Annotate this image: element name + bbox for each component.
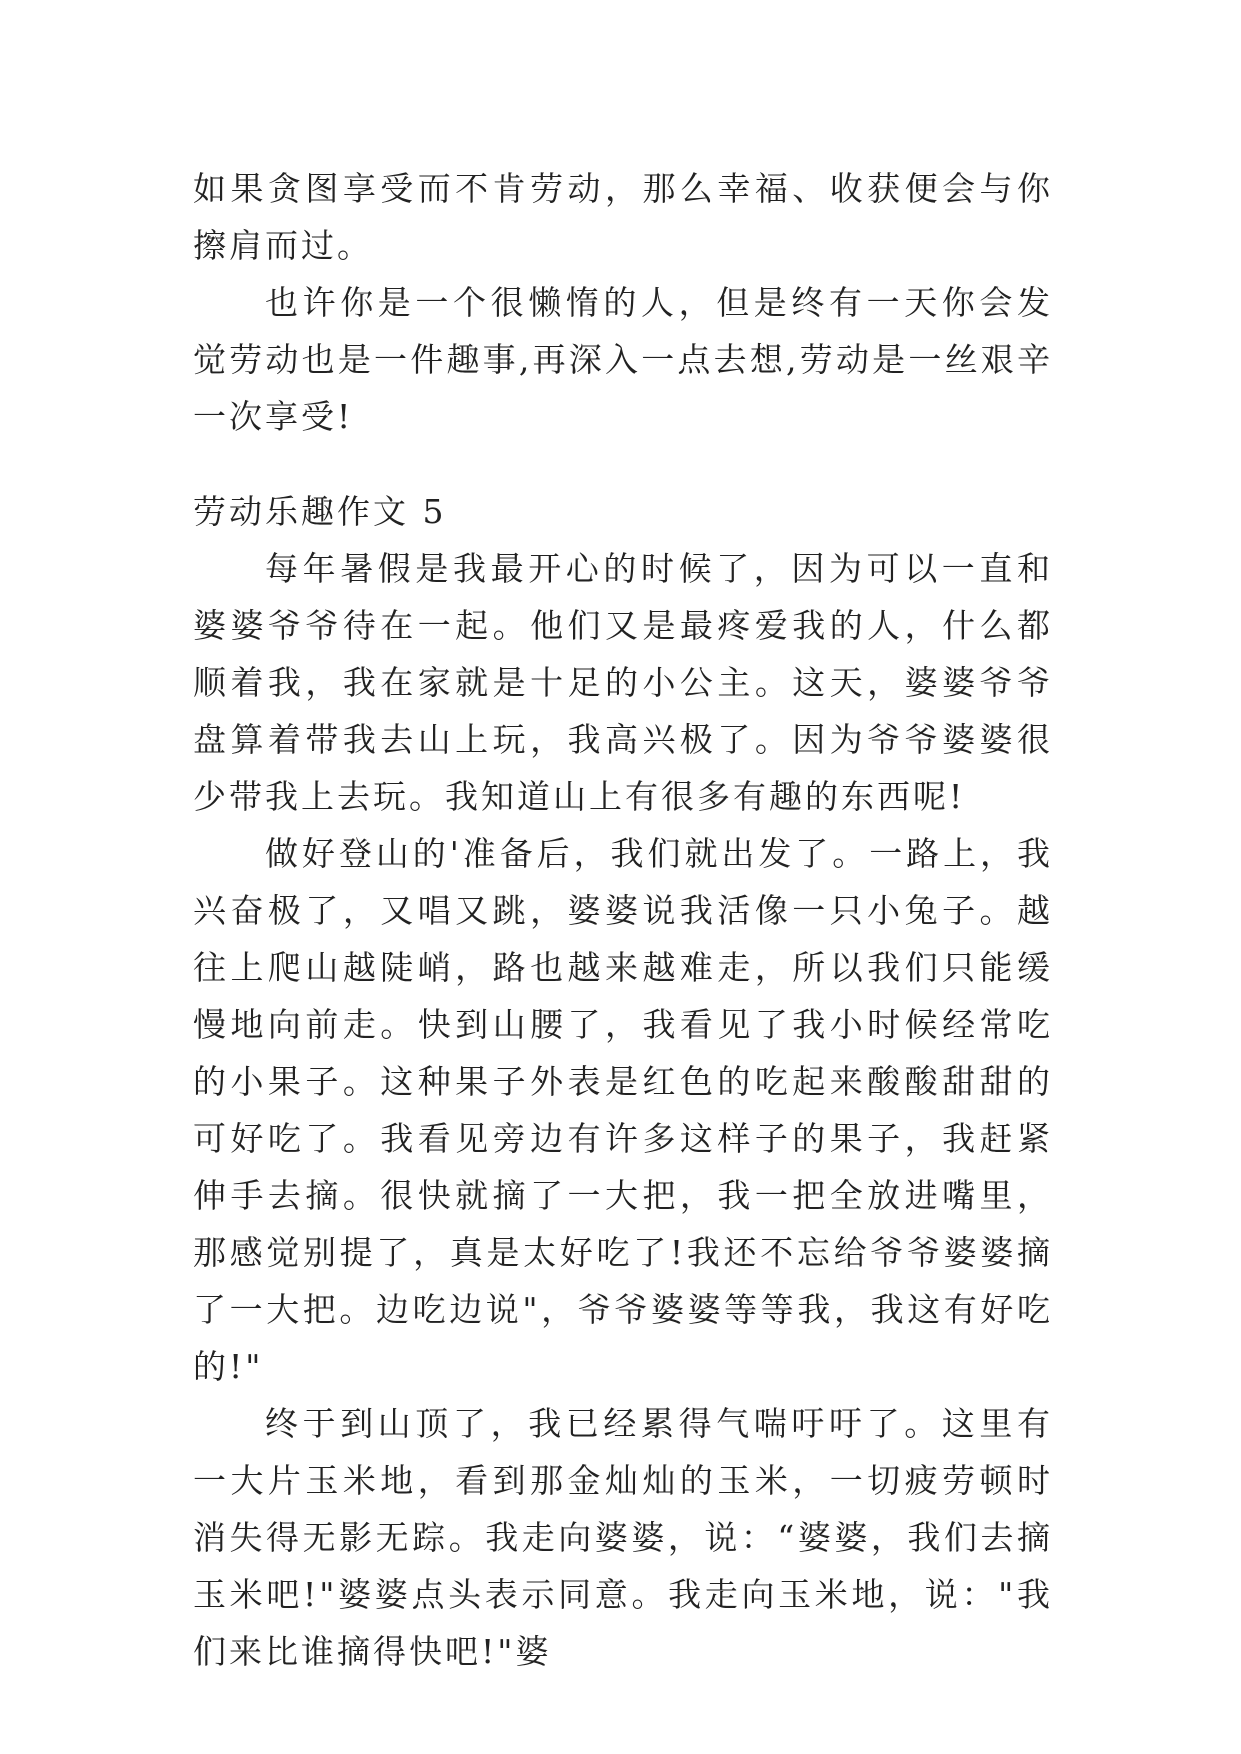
paragraph: 终于到山顶了，我已经累得气喘吁吁了。这里有一大片玉米地，看到那金灿灿的玉米，一切疲劳顿时消失得无影无踪。我走向婆婆，说：“婆婆，我们去摘玉米吧!"婆婆点头表示同意。我走向玉米地，说："我们来比谁摘得快吧!"婆	[193, 1404, 1053, 1671]
paragraph: 也许你是一个很懒惰的人，但是终有一天你会发觉劳动也是一件趣事,再深入一点去想,劳动是一丝艰辛一次享受!	[193, 283, 1053, 436]
paragraph-continued: 如果贪图享受而不肯劳动，那么幸福、收获便会与你擦肩而过。	[193, 169, 1053, 265]
paragraph: 每年暑假是我最开心的时候了，因为可以一直和婆婆爷爷待在一起。他们又是最疼爱我的人，什么都顺着我，我在家就是十足的小公主。这天，婆婆爷爷盘算着带我去山上玩，我高兴极了。因为爷爷婆婆很少带我上去玩。我知道山上有很多有趣的东西呢!	[193, 549, 1053, 816]
section-heading: 劳动乐趣作文 5	[193, 492, 447, 531]
paragraph: 做好登山的'准备后，我们就出发了。一路上，我兴奋极了，又唱又跳，婆婆说我活像一只小兔子。越往上爬山越陡峭，路也越来越难走，所以我们只能缓慢地向前走。快到山腰了，我看见了我小时候经常吃的小果子。这种果子外表是红色的吃起来酸酸甜甜的可好吃了。我看见旁边有许多这样子的果子，我赶紧伸手去摘。很快就摘了一大把，我一把全放进嘴里，那感觉别提了，真是太好吃了!我还不忘给爷爷婆婆摘了一大把。边吃边说"，爷爷婆婆等等我，我这有好吃的!"	[193, 834, 1053, 1386]
document-body	[193, 160, 1053, 1680]
